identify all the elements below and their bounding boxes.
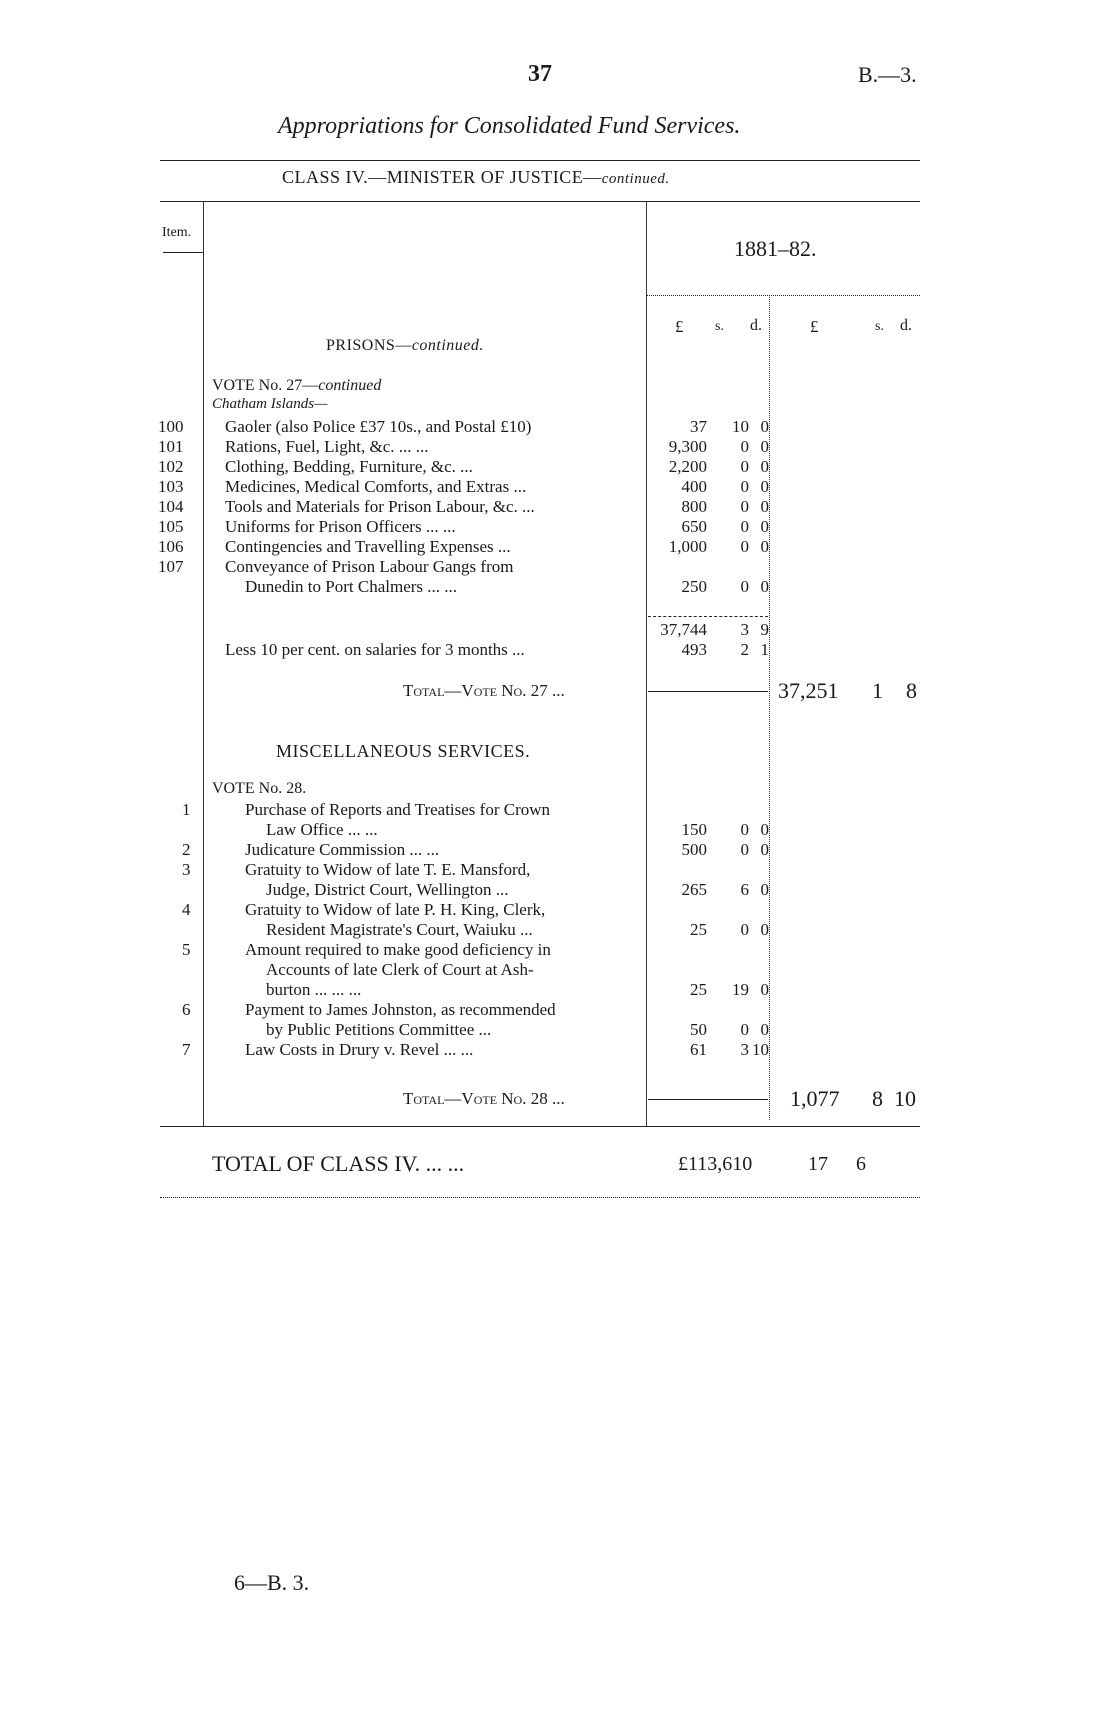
item-pounds: 250	[681, 577, 707, 596]
vote-27-continued: continued	[318, 377, 382, 394]
item-pence: 0	[760, 577, 769, 596]
subtotal-pence: 9	[760, 620, 769, 639]
item-description-cont: by Public Petitions Committee ...	[266, 1020, 492, 1039]
item-shillings: 0	[740, 577, 749, 596]
item-number: 101	[158, 437, 184, 456]
item-pence: 0	[760, 437, 769, 456]
item-pounds: 400	[681, 477, 707, 496]
grand-total-label: TOTAL OF CLASS IV. ... ...	[212, 1151, 465, 1176]
item-pence: 0	[760, 820, 769, 839]
grand-total-pounds: £113,610	[678, 1153, 753, 1175]
item-pence: 10	[752, 1040, 769, 1059]
pound-header-total: £	[810, 317, 819, 336]
prisons-heading	[326, 338, 484, 354]
item-description: Medicines, Medical Comforts, and Extras ...	[225, 477, 527, 496]
less-ten-percent-label: Less 10 per cent. on salaries for 3 months ...	[225, 640, 525, 659]
subtotal-column-divider	[769, 295, 770, 1120]
title-rule	[160, 160, 920, 161]
item-description-cont: burton ... ... ...	[266, 980, 362, 999]
table-top-rule	[160, 201, 920, 202]
item-description-cont: Law Office ... ...	[266, 820, 378, 839]
item-pounds: 265	[681, 880, 707, 899]
item-number: 3	[182, 860, 191, 879]
item-pounds: 150	[681, 820, 707, 839]
item-shillings: 0	[740, 537, 749, 556]
item-pounds: 800	[681, 497, 707, 516]
item-description: Gratuity to Widow of late P. H. King, Clerk,	[245, 900, 546, 919]
item-shillings: 0	[740, 1020, 749, 1039]
item-description: Rations, Fuel, Light, &c. ... ...	[225, 437, 429, 456]
item-shillings: 3	[740, 1040, 749, 1059]
item-pounds: 650	[681, 517, 707, 536]
item-number: 104	[158, 497, 184, 516]
item-pounds: 25	[690, 920, 707, 939]
page-number: 37	[528, 61, 552, 87]
vote-27-total-rule	[648, 691, 768, 692]
document-title: Appropriations for Consolidated Fund Services.	[278, 113, 741, 139]
less-pence: 1	[760, 640, 769, 659]
item-shillings: 19	[732, 980, 749, 999]
item-pence: 0	[760, 537, 769, 556]
item-shillings: 0	[740, 457, 749, 476]
vote-28-total-label: Total—Vote No. 28 ...	[403, 1089, 565, 1108]
item-pounds: 1,000	[668, 537, 707, 556]
year-heading: 1881–82.	[734, 236, 817, 261]
item-shillings: 0	[740, 920, 749, 939]
item-shillings: 0	[740, 820, 749, 839]
item-pence: 0	[760, 417, 769, 436]
item-pence: 0	[760, 457, 769, 476]
prisons-heading-continued: continued.	[411, 337, 484, 354]
item-number: 6	[182, 1000, 191, 1019]
item-description: Amount required to make good deficiency in	[245, 940, 551, 959]
vote-28-total-pence: 10	[894, 1086, 916, 1111]
item-description-cont: Judge, District Court, Wellington ...	[266, 880, 509, 899]
item-description: Purchase of Reports and Treatises for Crown	[245, 800, 551, 819]
item-shillings: 0	[740, 437, 749, 456]
item-pence: 0	[760, 920, 769, 939]
less-shillings: 2	[740, 640, 749, 659]
page-footer-signature: 6—B. 3.	[234, 1570, 310, 1595]
year-underline	[646, 295, 920, 296]
item-number: 4	[182, 900, 191, 919]
vote-27-total-label: Total—Vote No. 27 ...	[403, 681, 565, 700]
item-number: 102	[158, 457, 184, 476]
item-description-cont: Dunedin to Port Chalmers ... ...	[245, 577, 458, 596]
item-number: 5	[182, 940, 191, 959]
item-description: Gaoler (also Police £37 10s., and Postal £10)	[225, 417, 532, 436]
item-description-cont: Accounts of late Clerk of Court at Ash-	[266, 960, 534, 979]
item-number: 100	[158, 417, 184, 436]
item-description: Contingencies and Travelling Expenses ...	[225, 537, 511, 556]
item-number: 107	[158, 557, 184, 576]
item-number: 7	[182, 1040, 191, 1059]
pence-header-total: d.	[900, 317, 912, 334]
subtotal-pounds: 37,744	[660, 620, 707, 639]
item-shillings: 6	[740, 880, 749, 899]
item-pence: 0	[760, 497, 769, 516]
item-number: 103	[158, 477, 184, 496]
grand-total-rule	[160, 1197, 920, 1198]
item-description: Payment to James Johnston, as recommended	[245, 1000, 556, 1019]
item-shillings: 0	[740, 497, 749, 516]
item-pence: 0	[760, 477, 769, 496]
item-pounds: 37	[690, 417, 707, 436]
class-title-main: CLASS IV.—MINISTER OF JUSTICE—	[282, 167, 602, 187]
vote-28-heading: VOTE No. 28.	[212, 780, 307, 797]
subtotal-rule	[648, 616, 768, 617]
item-pence: 0	[760, 517, 769, 536]
vote-28-total-shillings: 8	[872, 1086, 883, 1111]
item-pence: 0	[760, 840, 769, 859]
chatham-islands-subheading: Chatham Islands—	[212, 396, 328, 412]
grand-total-pence: 6	[856, 1153, 866, 1175]
class-title-continued: continued.	[601, 171, 670, 187]
vote-28-total-rule	[648, 1099, 768, 1100]
item-number: 1	[182, 800, 191, 819]
item-description: Gratuity to Widow of late T. E. Mansford,	[245, 860, 531, 879]
class-title	[282, 168, 670, 187]
pound-header: £	[675, 317, 684, 336]
item-number: 106	[158, 537, 184, 556]
item-number: 105	[158, 517, 184, 536]
item-pounds: 61	[690, 1040, 707, 1059]
item-pounds: 9,300	[668, 437, 707, 456]
item-pence: 0	[760, 1020, 769, 1039]
less-pounds: 493	[681, 640, 707, 659]
vote-27-total-pounds: 37,251	[778, 678, 839, 703]
item-description-cont: Resident Magistrate's Court, Waiuku ...	[266, 920, 533, 939]
item-pounds: 50	[690, 1020, 707, 1039]
item-description: Conveyance of Prison Labour Gangs from	[225, 557, 514, 576]
item-shillings: 0	[740, 517, 749, 536]
item-description: Law Costs in Drury v. Revel ... ...	[245, 1040, 474, 1059]
item-column-divider	[203, 201, 204, 1126]
item-description: Clothing, Bedding, Furniture, &c. ...	[225, 457, 473, 476]
item-shillings: 0	[740, 840, 749, 859]
pence-header: d.	[750, 317, 762, 334]
vote-27-main: VOTE No. 27—	[212, 377, 319, 394]
page-reference: B.—3.	[858, 62, 917, 87]
item-pounds: 500	[681, 840, 707, 859]
item-pence: 0	[760, 980, 769, 999]
vote-27-heading	[212, 378, 381, 394]
item-shillings: 10	[732, 417, 749, 436]
item-description: Judicature Commission ... ...	[245, 840, 440, 859]
item-column-label: Item.	[162, 225, 192, 240]
item-description: Tools and Materials for Prison Labour, &c. ...	[225, 497, 535, 516]
item-pence: 0	[760, 880, 769, 899]
item-number: 2	[182, 840, 191, 859]
vote-27-total-pence: 8	[906, 678, 917, 703]
shilling-header: s.	[715, 319, 724, 334]
vote-27-total-shillings: 1	[872, 678, 883, 703]
item-description: Uniforms for Prison Officers ... ...	[225, 517, 456, 536]
item-pounds: 2,200	[668, 457, 707, 476]
prisons-heading-main: PRISONS—	[326, 337, 412, 354]
item-shillings: 0	[740, 477, 749, 496]
amount-column-divider	[646, 201, 647, 1126]
table-bottom-rule	[160, 1126, 920, 1127]
vote-28-total-pounds: 1,077	[790, 1086, 840, 1111]
item-label-underline	[163, 252, 203, 253]
subtotal-shillings: 3	[740, 620, 749, 639]
miscellaneous-heading: MISCELLANEOUS SERVICES.	[276, 741, 531, 761]
shilling-header-total: s.	[875, 319, 884, 334]
item-pounds: 25	[690, 980, 707, 999]
grand-total-shillings: 17	[808, 1153, 828, 1175]
